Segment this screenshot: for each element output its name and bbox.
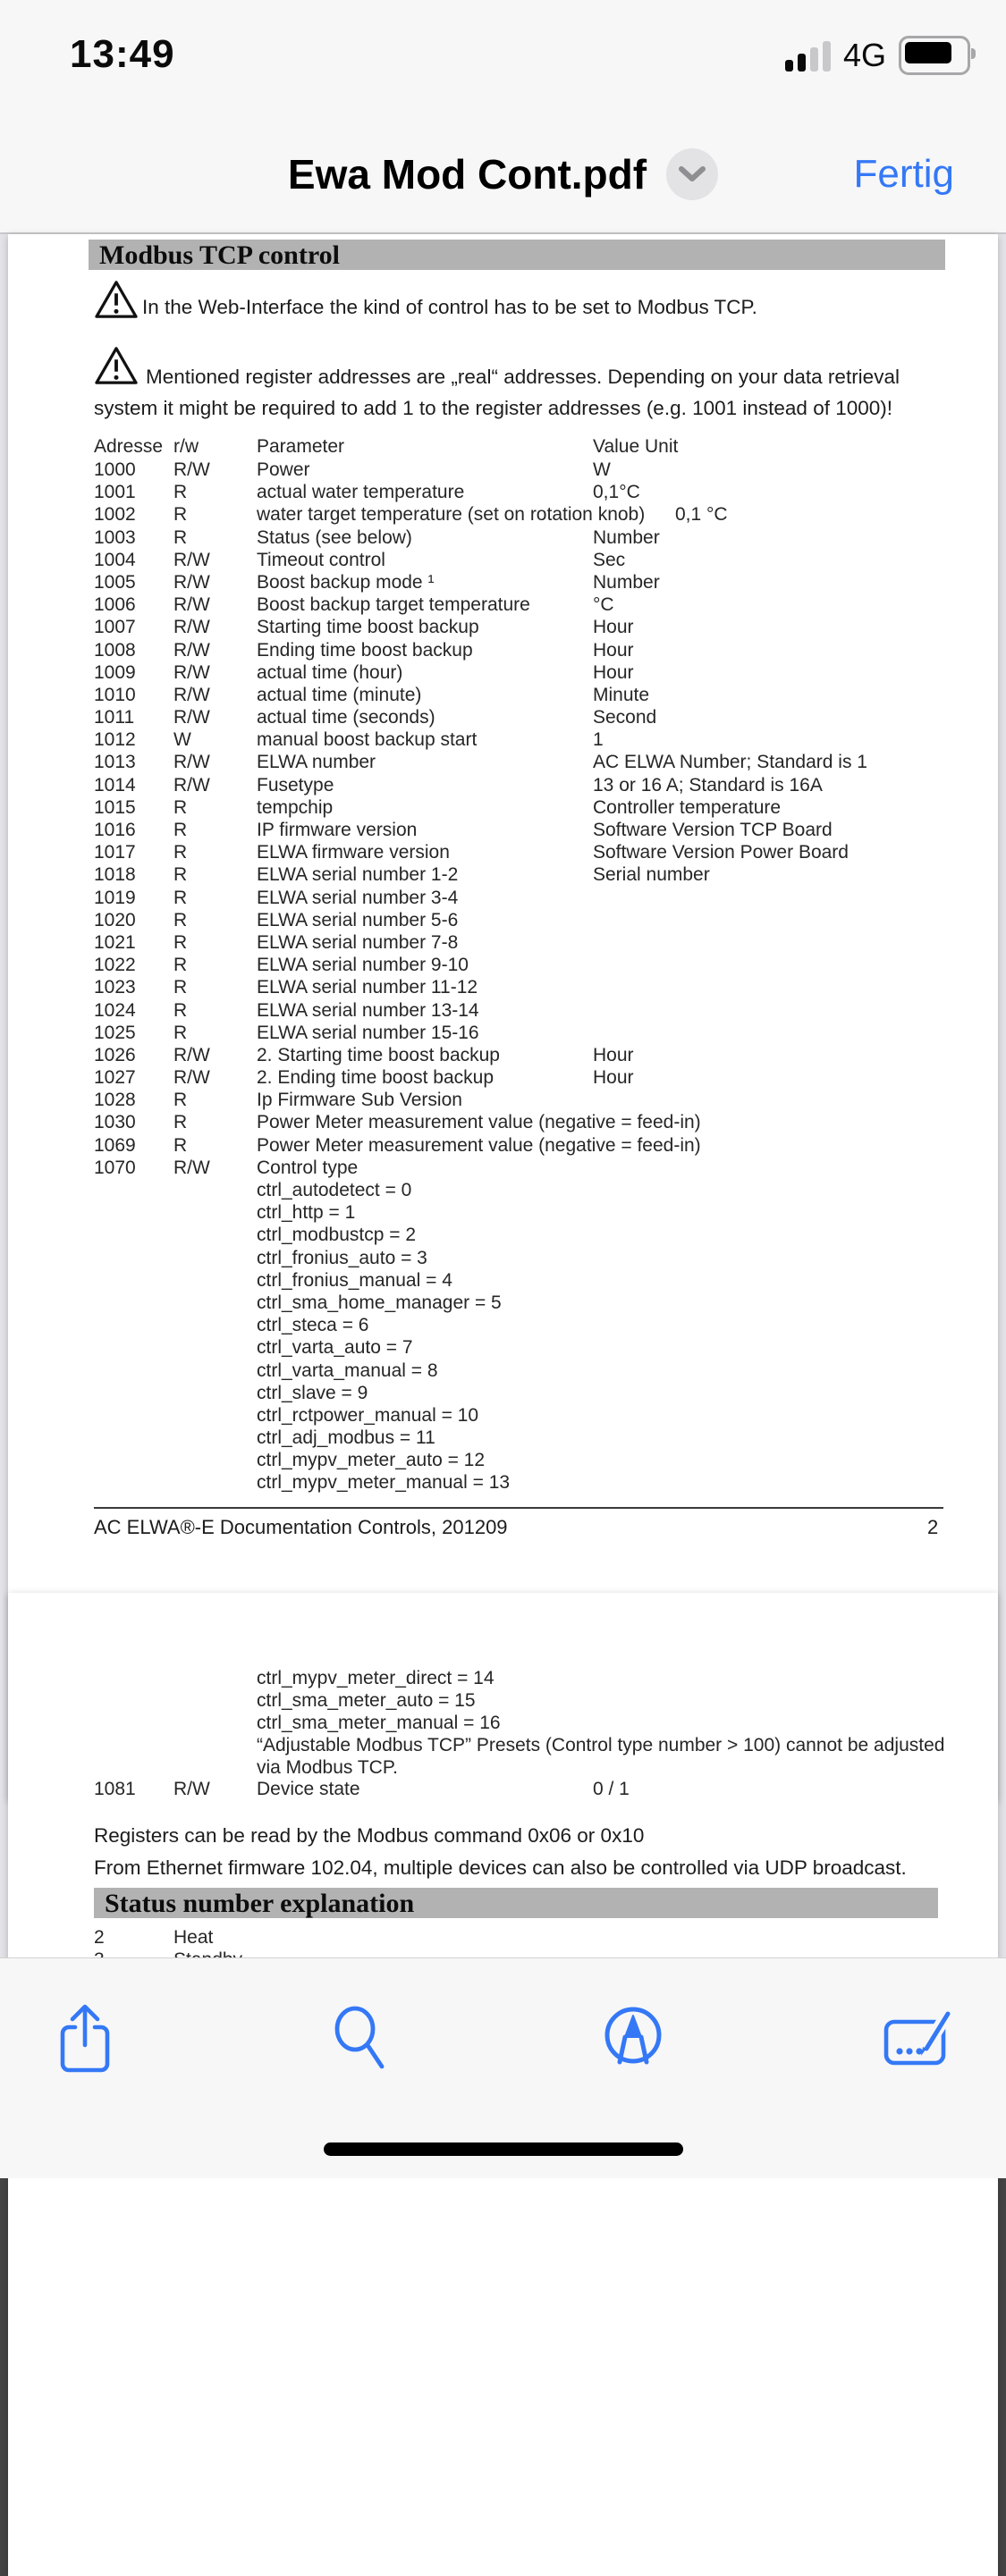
cell-address: 1002	[94, 504, 136, 526]
cell-rw: R/W	[173, 639, 210, 661]
cell-parameter: actual water temperature	[257, 482, 465, 503]
footer-rule	[94, 1507, 943, 1509]
cell-parameter: 2. Starting time boost backup	[257, 1044, 500, 1065]
table-row	[8, 685, 998, 707]
table-row	[8, 459, 998, 482]
cell-rw: R	[173, 999, 188, 1021]
cell-value: Hour	[593, 639, 634, 661]
control-type-item: ctrl_steca = 6	[257, 1315, 369, 1336]
cell-rw: R/W	[173, 1157, 210, 1178]
col-header-parameter: Parameter	[257, 436, 345, 457]
table-row	[8, 640, 998, 662]
cell-parameter: 2. Ending time boost backup	[257, 1067, 495, 1089]
cell-rw: R/W	[173, 684, 210, 705]
cell-value: Sec	[593, 549, 626, 570]
cell-parameter: ELWA serial number 15-16	[257, 1022, 479, 1043]
table-row	[8, 707, 998, 729]
section-title: Modbus TCP control	[99, 240, 340, 270]
cell-rw: R	[173, 526, 188, 548]
cell-rw: R	[173, 977, 188, 998]
control-type-item: ctrl_rctpower_manual = 10	[257, 1404, 479, 1426]
warning-triangle-icon	[94, 279, 139, 320]
cell-parameter: IP firmware version	[257, 820, 418, 840]
modbus-command-note: Registers can be read by the Modbus command 0x06 or 0x10	[94, 1824, 645, 1847]
cell-address: 1021	[94, 931, 136, 953]
cell-value-2: 0,1 °C	[675, 504, 728, 526]
table-row	[8, 617, 998, 639]
cell-rw: R	[173, 955, 188, 976]
cell-value: Controller temperature	[593, 796, 782, 818]
cell-value: Number	[593, 526, 660, 548]
table-row	[8, 888, 998, 910]
cellular-signal-icon	[785, 39, 831, 72]
search-icon	[328, 2004, 393, 2072]
page-footer-text: AC ELWA®-E Documentation Controls, 201209	[94, 1516, 508, 1538]
table-row	[8, 550, 998, 572]
cell-parameter: ELWA serial number 5-6	[257, 909, 459, 930]
cell-address: 1008	[94, 639, 136, 661]
table-row	[8, 1000, 998, 1023]
table-row	[8, 797, 998, 820]
cell-rw: R/W	[173, 1779, 210, 1799]
control-type-item: ctrl_sma_home_manager = 5	[257, 1292, 502, 1313]
control-type-item: ctrl_http = 1	[257, 1202, 356, 1224]
status-row	[8, 1927, 998, 1949]
cell-parameter: Control type	[257, 1157, 359, 1178]
table-row	[8, 1112, 998, 1134]
cell-parameter: actual time (hour)	[257, 661, 403, 683]
section-header-bar	[94, 1888, 938, 1918]
nav-bar	[0, 116, 1006, 234]
cell-rw: R	[173, 482, 188, 503]
cell-address: 1017	[94, 842, 136, 863]
table-row	[8, 932, 998, 955]
cell-value: Number	[593, 571, 660, 593]
cell-address: 1007	[94, 617, 136, 638]
cell-value: 0,1°C	[593, 482, 640, 503]
search-button[interactable]	[320, 1998, 401, 2078]
register-table	[8, 459, 998, 1180]
cell-address: 1014	[94, 774, 136, 796]
table-row	[8, 1023, 998, 1045]
cell-value: Hour	[593, 1044, 634, 1065]
cell-parameter: actual time (minute)	[257, 684, 422, 705]
pdf-page-1	[8, 234, 998, 1800]
share-button[interactable]	[45, 1998, 125, 2078]
home-indicator[interactable]	[324, 2142, 683, 2156]
control-type-item: ctrl_adj_modbus = 11	[257, 1427, 435, 1449]
cell-parameter: Status (see below)	[257, 526, 412, 548]
cell-address: 1030	[94, 1112, 136, 1133]
cell-rw: R/W	[173, 1067, 210, 1089]
cell-rw: R	[173, 864, 188, 886]
page-number: 2	[927, 1516, 939, 1538]
cell-parameter: Fusetype	[257, 774, 334, 796]
cell-parameter: Boost backup target temperature	[257, 594, 530, 616]
status-number: 2	[94, 1927, 105, 1948]
cell-value: Serial number	[593, 864, 710, 886]
cell-address: 1069	[94, 1134, 136, 1156]
table-row	[8, 527, 998, 550]
table-row	[8, 1135, 998, 1158]
status-label: Heat	[173, 1927, 214, 1948]
cell-address: 1028	[94, 1090, 136, 1111]
cell-address: 1004	[94, 549, 136, 570]
cell-parameter: Starting time boost backup	[257, 617, 479, 638]
cell-address: 1015	[94, 796, 136, 818]
cell-rw: W	[173, 729, 191, 751]
cell-value: 13 or 16 A; Standard is 16A	[593, 774, 823, 796]
control-type-item: ctrl_mypv_meter_auto = 12	[257, 1450, 486, 1471]
cell-rw: R	[173, 820, 188, 840]
cell-rw: R/W	[173, 752, 210, 773]
cell-parameter: Ip Firmware Sub Version	[257, 1090, 462, 1111]
table-row	[8, 752, 998, 774]
table-row	[8, 482, 998, 504]
control-type-item: ctrl_varta_auto = 7	[257, 1337, 413, 1359]
cell-address: 1010	[94, 684, 136, 705]
cell-rw: R	[173, 796, 188, 818]
cell-parameter: ELWA number	[257, 752, 376, 773]
table-row	[8, 910, 998, 932]
done-button[interactable]: Fertig	[853, 152, 954, 196]
cell-parameter: Power	[257, 459, 310, 480]
table-row	[8, 662, 998, 685]
markup-pen-button[interactable]	[593, 1998, 673, 2078]
cell-parameter: actual time (seconds)	[257, 707, 435, 728]
table-row	[8, 820, 998, 842]
cell-rw: R/W	[173, 707, 210, 728]
cell-parameter: Ending time boost backup	[257, 639, 473, 661]
battery-icon	[899, 36, 970, 75]
cell-parameter: ELWA serial number 11-12	[257, 977, 478, 998]
cell-rw: R/W	[173, 459, 210, 480]
table-row	[8, 729, 998, 752]
control-type-item: ctrl_mypv_meter_manual = 13	[257, 1472, 511, 1494]
cell-address: 1070	[94, 1157, 136, 1178]
cell-address: 1009	[94, 661, 136, 683]
cell-rw: R	[173, 887, 188, 908]
cell-address: 1011	[94, 707, 135, 728]
table-row	[8, 955, 998, 977]
control-type-item: ctrl_varta_manual = 8	[257, 1360, 438, 1381]
control-type-item: ctrl_modbustcp = 2	[257, 1225, 417, 1246]
cell-rw: R/W	[173, 571, 210, 593]
cell-parameter: Device state	[257, 1779, 360, 1799]
cell-address: 1013	[94, 752, 136, 773]
cell-parameter: manual boost backup start	[257, 729, 478, 751]
cell-address: 1025	[94, 1022, 136, 1043]
table-row	[8, 1158, 998, 1180]
cell-parameter: Timeout control	[257, 549, 385, 570]
cell-address: 1006	[94, 594, 136, 616]
cell-address: 1023	[94, 977, 136, 998]
cell-address: 1016	[94, 820, 136, 840]
table-row	[8, 775, 998, 797]
table-row	[8, 1067, 998, 1090]
preset-note: “Adjustable Modbus TCP” Presets (Control type number > 100) cannot be adjusted via Modbus TCP.	[257, 1735, 945, 1779]
cell-rw: R	[173, 1134, 188, 1156]
cell-address: 1022	[94, 955, 136, 976]
cell-rw: R/W	[173, 774, 210, 796]
cell-rw: R	[173, 1090, 188, 1111]
table-row	[8, 1045, 998, 1067]
cell-address: 1003	[94, 526, 136, 548]
cell-address: 1012	[94, 729, 136, 751]
col-header-rw: r/w	[173, 436, 199, 457]
cell-address: 1027	[94, 1067, 136, 1089]
cell-value: Software Version TCP Board	[593, 820, 833, 840]
cell-parameter: tempchip	[257, 796, 334, 818]
cell-parameter: ELWA serial number 13-14	[257, 999, 479, 1021]
table-row	[8, 504, 998, 526]
cell-value: Second	[593, 707, 657, 728]
register-row-1081	[8, 1779, 998, 1801]
cell-parameter: Power Meter measurement value (negative = feed-in)	[257, 1134, 701, 1156]
control-type-item: ctrl_sma_meter_manual = 16	[257, 1713, 501, 1734]
cell-parameter: Boost backup mode ¹	[257, 571, 435, 593]
cell-address: 1001	[94, 482, 136, 503]
section-title: Status number explanation	[105, 1889, 415, 1918]
table-row	[8, 1090, 998, 1112]
table-row	[8, 594, 998, 617]
bottom-toolbar	[0, 1957, 1006, 2178]
share-icon	[54, 2000, 116, 2075]
cell-parameter: water target temperature (set on rotation knob)	[257, 504, 646, 526]
cell-value: Hour	[593, 617, 634, 638]
cell-parameter: ELWA serial number 9-10	[257, 955, 469, 976]
control-type-item: ctrl_mypv_meter_direct = 14	[257, 1668, 495, 1688]
warning-text-2: Mentioned register addresses are „real“ addresses. Depending on your data retrieval system it might be required to add 1 to the register addresses (e.g. 1001 instead of 1000)!	[94, 366, 900, 419]
chevron-down-icon	[679, 165, 706, 183]
cell-value: W	[593, 459, 611, 480]
cell-address: 1018	[94, 864, 136, 886]
title-menu-button[interactable]	[666, 148, 718, 200]
signature-box-icon	[882, 2004, 955, 2072]
control-type-list-continued	[8, 1668, 998, 1736]
cell-parameter: ELWA serial number 1-2	[257, 864, 459, 886]
pen-in-circle-icon	[600, 2005, 666, 2071]
cell-rw: R/W	[173, 594, 210, 616]
cell-rw: R/W	[173, 661, 210, 683]
cell-value: Hour	[593, 1067, 634, 1089]
pdf-scroll-area[interactable]	[0, 234, 1006, 1957]
udp-broadcast-note: From Ethernet firmware 102.04, multiple devices can also be controlled via UDP broadcast.	[94, 1856, 907, 1879]
network-type-label: 4G	[842, 37, 886, 73]
control-type-item: ctrl_autodetect = 0	[257, 1180, 412, 1200]
warning-text-1: In the Web-Interface the kind of control has to be set to Modbus TCP.	[142, 296, 757, 318]
cell-value: 1	[593, 729, 604, 751]
status-bar	[0, 0, 1006, 116]
cell-rw: R/W	[173, 1044, 210, 1065]
cell-parameter: ELWA serial number 7-8	[257, 931, 459, 953]
table-row	[8, 842, 998, 864]
cell-address: 1005	[94, 571, 136, 593]
cell-value: Hour	[593, 661, 634, 683]
cell-value: Software Version Power Board	[593, 842, 849, 863]
cell-rw: R/W	[173, 617, 210, 638]
cell-rw: R	[173, 1022, 188, 1043]
cell-parameter: ELWA serial number 3-4	[257, 887, 459, 908]
signature-markup-button[interactable]	[878, 1998, 959, 2078]
section-header-bar	[89, 240, 945, 270]
table-row	[8, 864, 998, 887]
cell-value: °C	[593, 594, 614, 616]
cell-rw: R	[173, 931, 188, 953]
cell-value: AC ELWA Number; Standard is 1	[593, 752, 867, 773]
clock: 13:49	[70, 32, 175, 76]
cell-parameter: ELWA firmware version	[257, 842, 450, 863]
control-type-item: ctrl_slave = 9	[257, 1382, 368, 1403]
cell-rw: R	[173, 842, 188, 863]
control-type-list	[8, 1180, 998, 1495]
control-type-item: ctrl_fronius_manual = 4	[257, 1269, 452, 1291]
cell-rw: R/W	[173, 549, 210, 570]
table-row	[8, 572, 998, 594]
cell-address: 1000	[94, 459, 136, 480]
cell-rw: R	[173, 504, 188, 526]
cell-address: 1081	[94, 1779, 136, 1799]
cell-rw: R	[173, 909, 188, 930]
control-type-item: ctrl_sma_meter_auto = 15	[257, 1690, 476, 1712]
table-row	[8, 977, 998, 999]
cell-address: 1026	[94, 1044, 136, 1065]
col-header-adresse: Adresse	[94, 436, 164, 457]
control-type-item: ctrl_fronius_auto = 3	[257, 1247, 427, 1268]
cell-value: Minute	[593, 684, 650, 705]
cell-parameter: Power Meter measurement value (negative = feed-in)	[257, 1112, 701, 1133]
document-title: Ewa Mod Cont.pdf	[287, 151, 647, 198]
cell-address: 1024	[94, 999, 136, 1021]
cell-value: 0 / 1	[593, 1779, 630, 1799]
col-header-value: Value Unit	[593, 436, 679, 457]
cell-address: 1019	[94, 887, 136, 908]
register-table-header	[8, 436, 998, 459]
cell-rw: R	[173, 1112, 188, 1133]
cell-address: 1020	[94, 909, 136, 930]
